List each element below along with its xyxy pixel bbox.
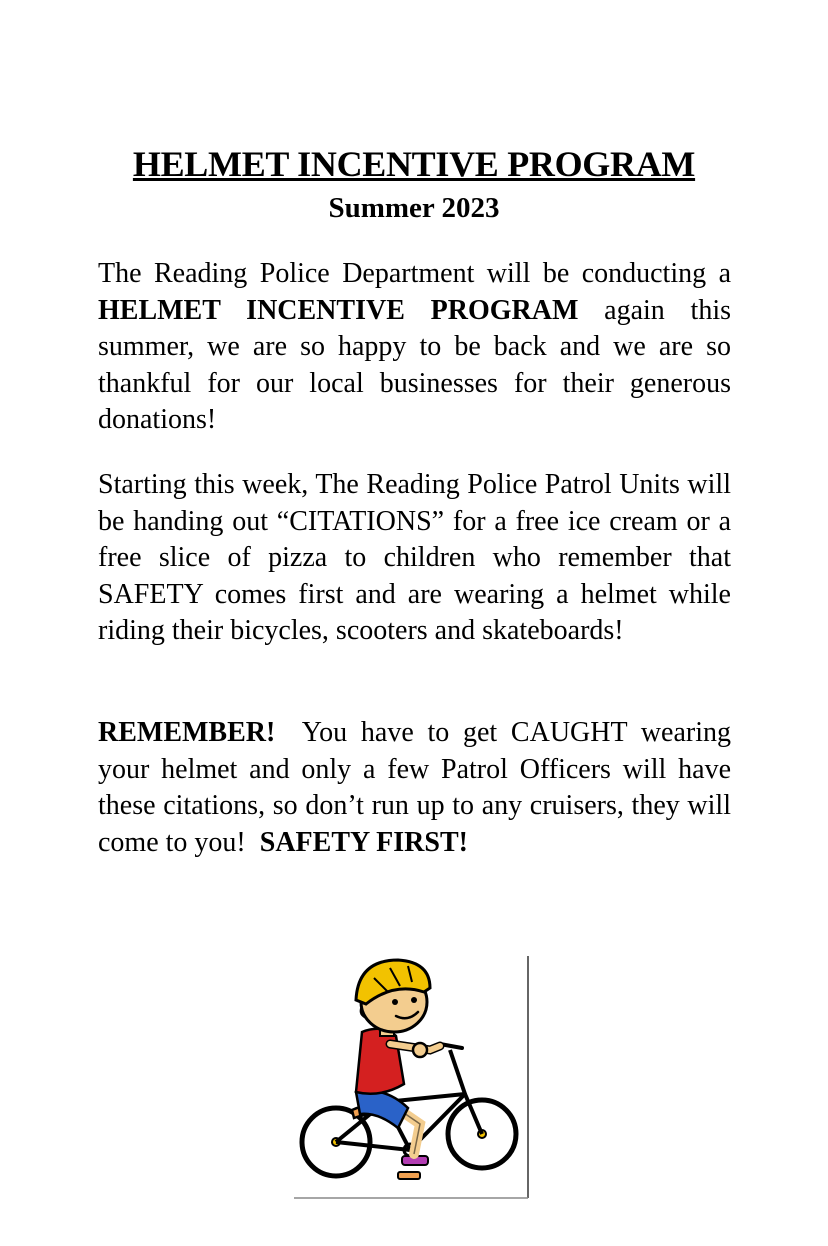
page-title: HELMET INCENTIVE PROGRAM xyxy=(132,144,696,184)
child-on-bicycle-with-helmet-icon xyxy=(290,952,532,1202)
safety-first-bold: SAFETY FIRST! xyxy=(259,826,468,858)
program-name-bold: HELMET INCENTIVE PROGRAM xyxy=(98,294,579,326)
remember-bold: REMEMBER! xyxy=(98,717,276,748)
intro-text-end: again this summer, we are so happy to be back and we are so thankful for our local businesses for their generous donations! xyxy=(98,294,732,436)
page-subtitle: Summer 2023 xyxy=(328,192,500,224)
child-on-bicycle-illustration xyxy=(290,952,532,1202)
citations-paragraph: Starting this week, The Reading Police Patrol Units will be handing out “CITATIONS” for a free ice cream or a free slice of pizza to children who remember that SAFETY comes first and are wearing a helmet while riding their bicycles, scooters and skateboards! xyxy=(98,469,731,647)
intro-paragraph xyxy=(98,256,731,439)
intro-text-start: The Reading Police Department will be conducting a xyxy=(98,258,731,289)
reminder-paragraph xyxy=(98,715,738,861)
reminder-text: You have to get CAUGHT wearing your helmet and only a few Patrol Officers will have these citations, so don’t run up to any cruisers, they will come to you! xyxy=(98,717,738,858)
